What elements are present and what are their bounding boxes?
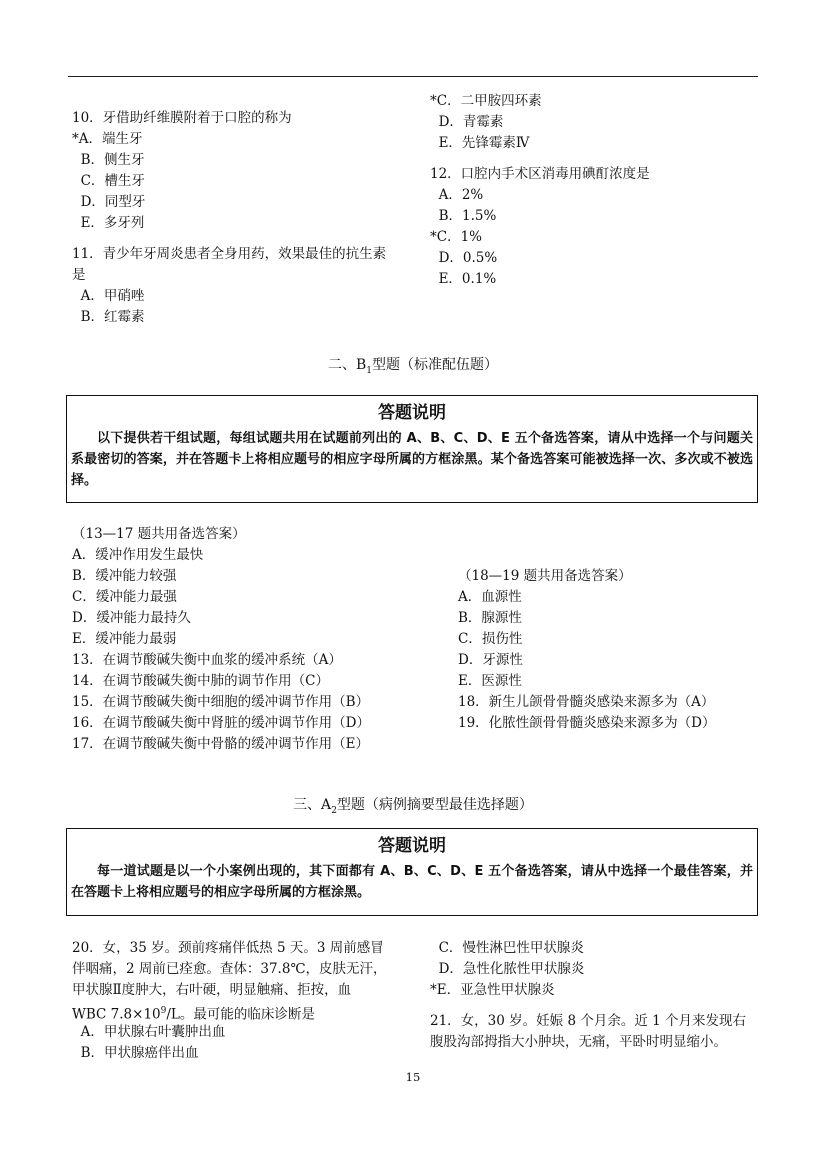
- instructions-title-2: 答题说明: [378, 836, 446, 856]
- group2-header: （18—19 题共用备选答案）: [458, 568, 632, 584]
- group1-option-d: D．缓冲能力最持久: [72, 610, 191, 626]
- right-column-top: [430, 91, 760, 290]
- group2-option-b: B．腺源性: [458, 610, 522, 626]
- group2-option-c: C．损伤性: [458, 631, 523, 647]
- q11-option-b: B．红霉素: [72, 309, 145, 325]
- question-14: 14．在调节酸碱失衡中肺的调节作用（C）: [72, 673, 330, 689]
- group-18-19: [458, 566, 758, 734]
- q11-stem: 11．青少年牙周炎患者全身用药，效果最佳的抗生素是: [72, 246, 387, 283]
- group2-option-e: E．医源性: [458, 673, 522, 689]
- q12-option-e: E．0.1%: [430, 271, 497, 287]
- left-column-top: [72, 108, 394, 328]
- instructions-box-1: [66, 395, 758, 503]
- q20-line-2: 伴咽痛，2 周前已痊愈。查体：37.8℃，皮肤无汗，: [72, 961, 387, 977]
- section-2-title: 二、$B_1$型题（标准配伍题）: [327, 357, 499, 376]
- q20-option-d: D．急性化脓性甲状腺炎: [430, 961, 585, 977]
- q20-line-3: 甲状腺Ⅱ度肿大，右叶硬，明显触痛、拒按，血: [72, 982, 352, 998]
- q20-line-1: 20．女，35 岁。颈前疼痛伴低热 5 天。3 周前感冒: [72, 940, 384, 956]
- q10-option-c: C．槽生牙: [72, 173, 145, 189]
- q12-stem: 12．口腔内手术区消毒用碘酊浓度是: [430, 166, 650, 182]
- page-number: 15: [405, 1070, 421, 1084]
- instructions-title: 答题说明: [378, 403, 446, 423]
- group-13-17: [72, 524, 432, 755]
- q20-option-c: C．慢性淋巴性甲状腺炎: [430, 940, 584, 956]
- instructions-body: 以下提供若干组试题，每组试题共用在试题前列出的 A、B、C、D、E 五个备选答案，请从中选择一个与问题关系最密切的答案，并在答题卡上将相应题号的相应字母所属的方框涂黑。某个备选答案可能被选择一次、多次或不被选择。: [71, 431, 753, 488]
- question-15: 15．在调节酸碱失衡中细胞的缓冲调节作用（B）: [72, 694, 370, 710]
- q20-option-b: B．甲状腺癌伴出血: [72, 1045, 199, 1061]
- q20-line-4: WBC $7.8\times 10^9/L$。最可能的临床诊断是: [72, 1006, 315, 1023]
- question-20-cont: [430, 938, 760, 1053]
- q11-option-e: E．先锋霉素Ⅳ: [430, 135, 530, 151]
- q11-option-d: D．青霉素: [430, 114, 504, 130]
- q20-option-e: *E．亚急性甲状腺炎: [430, 982, 555, 998]
- q11-option-c: *C．二甲胺四环素: [430, 93, 542, 109]
- question-16: 16．在调节酸碱失衡中肾脏的缓冲调节作用（D）: [72, 715, 371, 731]
- q10-option-e: E．多牙列: [72, 215, 145, 231]
- instructions-body-2: 每一道试题是以一个小案例出现的，其下面都有 A、B、C、D、E 五个备选答案，请从中选择一个最佳答案，并在答题卡上将相应题号的相应字母所属的方框涂黑。: [71, 864, 753, 900]
- q10-option-d: D．同型牙: [72, 194, 146, 210]
- q10-option-a: *A．端生牙: [72, 131, 143, 147]
- group1-option-b: B．缓冲能力较强: [72, 568, 177, 584]
- group1-option-c: C．缓冲能力最强: [72, 589, 177, 605]
- instructions-box-2: [66, 828, 758, 916]
- q11-option-a: A．甲硝唑: [72, 288, 145, 304]
- question-20: [72, 938, 402, 1064]
- q12-option-b: B．1.5%: [430, 208, 497, 224]
- group1-option-a: A．缓冲作用发生最快: [72, 547, 204, 563]
- group1-option-e: E．缓冲能力最弱: [72, 631, 177, 647]
- header-rule: [68, 76, 758, 77]
- group2-option-a: A．血源性: [458, 589, 522, 605]
- question-18: 18．新生儿颌骨骨髓炎感染来源多为（A）: [458, 694, 715, 710]
- question-13: 13．在调节酸碱失衡中血浆的缓冲系统（A）: [72, 652, 342, 668]
- q12-option-c: *C．1%: [430, 229, 482, 245]
- group2-option-d: D．牙源性: [458, 652, 523, 668]
- question-19: 19．化脓性颌骨骨髓炎感染来源多为（D）: [458, 715, 716, 731]
- question-17: 17．在调节酸碱失衡中骨骼的缓冲调节作用（E）: [72, 736, 370, 752]
- q12-option-a: A．2%: [430, 187, 484, 203]
- q12-option-d: D．0.5%: [430, 250, 498, 266]
- q10-stem: 10．牙借助纤维膜附着于口腔的称为: [72, 110, 292, 126]
- q20-option-a: A．甲状腺右叶囊肿出血: [72, 1024, 226, 1040]
- q10-option-b: B．侧生牙: [72, 152, 145, 168]
- section-3-title: 三、$A_2$型题（病例摘要型最佳选择题）: [293, 797, 533, 816]
- group1-header: （13—17 题共用备选答案）: [72, 526, 246, 542]
- q21-line-2: 腹股沟部拇指大小肿块，无痛，平卧时明显缩小。: [430, 1034, 727, 1050]
- q21-line-1: 21．女，30 岁。妊娠 8 个月余。近 1 个月来发现右: [430, 1013, 746, 1029]
